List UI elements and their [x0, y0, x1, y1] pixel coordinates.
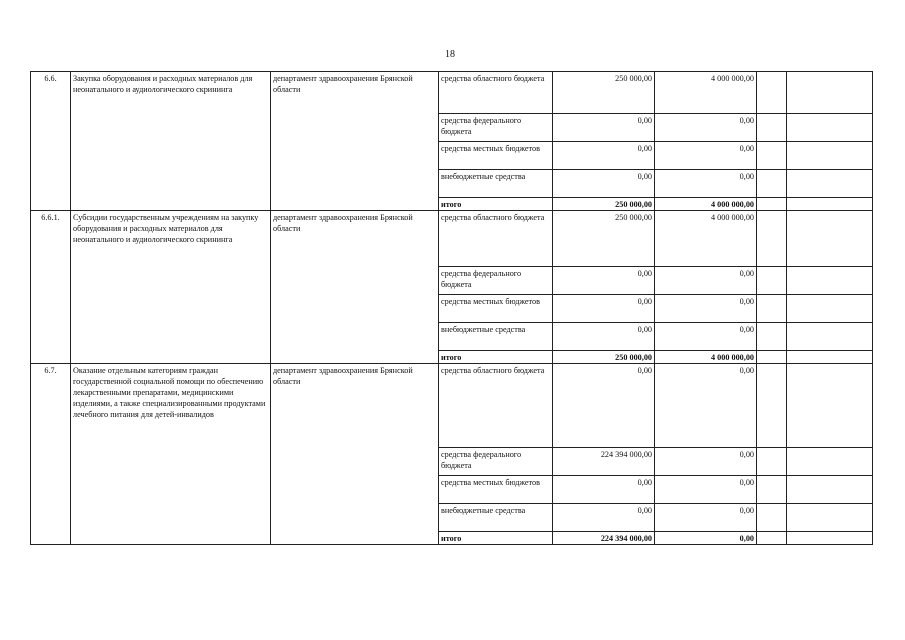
empty-cell	[757, 323, 787, 351]
amount-year-2: 0,00	[655, 364, 757, 448]
amount-year-2: 0,00	[655, 323, 757, 351]
funding-source: итого	[439, 198, 553, 211]
amount-year-2: 4 000 000,00	[655, 211, 757, 267]
measure-executor: департамент здравоохранения Брянской области	[271, 211, 439, 364]
amount-year-1: 0,00	[553, 295, 655, 323]
empty-cell	[757, 142, 787, 170]
amount-year-3	[787, 532, 873, 545]
measure-number: 6.7.	[31, 364, 71, 545]
amount-year-2: 0,00	[655, 295, 757, 323]
funding-row	[31, 72, 873, 114]
amount-year-1: 0,00	[553, 142, 655, 170]
amount-year-2: 4 000 000,00	[655, 351, 757, 364]
amount-year-2: 0,00	[655, 142, 757, 170]
funding-source: итого	[439, 532, 553, 545]
empty-cell	[757, 364, 787, 448]
amount-year-1: 250 000,00	[553, 351, 655, 364]
amount-year-2: 0,00	[655, 170, 757, 198]
amount-year-1: 250 000,00	[553, 198, 655, 211]
empty-cell	[757, 198, 787, 211]
empty-cell	[757, 295, 787, 323]
amount-year-2: 0,00	[655, 476, 757, 504]
amount-year-3	[787, 211, 873, 267]
amount-year-3	[787, 142, 873, 170]
amount-year-2: 0,00	[655, 267, 757, 295]
budget-table	[30, 71, 873, 545]
measure-executor: департамент здравоохранения Брянской области	[271, 364, 439, 545]
empty-cell	[757, 448, 787, 476]
amount-year-1: 0,00	[553, 170, 655, 198]
funding-source: средства областного бюджета	[439, 211, 553, 267]
funding-source: средства местных бюджетов	[439, 142, 553, 170]
amount-year-1: 0,00	[553, 476, 655, 504]
amount-year-3	[787, 295, 873, 323]
empty-cell	[757, 211, 787, 267]
measure-name: Субсидии государственным учреждениям на закупку оборудования и расходных материалов для неонатального и аудиологического скрининга	[71, 211, 271, 364]
amount-year-3	[787, 114, 873, 142]
empty-cell	[757, 114, 787, 142]
measure-name: Оказание отдельным категориям граждан государственной социальной помощи по обеспечению лекарственными препаратами, медицинскими изделиями, а также специализированными продуктами лечебного питания для детей-инвалидов	[71, 364, 271, 545]
empty-cell	[757, 351, 787, 364]
measure-name: Закупка оборудования и расходных материалов для неонатального и аудиологического скрининга	[71, 72, 271, 211]
amount-year-3	[787, 170, 873, 198]
funding-source: итого	[439, 351, 553, 364]
amount-year-1: 0,00	[553, 504, 655, 532]
amount-year-2: 0,00	[655, 504, 757, 532]
funding-source: средства федерального бюджета	[439, 267, 553, 295]
measure-number: 6.6.	[31, 72, 71, 211]
funding-source: средства местных бюджетов	[439, 295, 553, 323]
amount-year-1: 224 394 000,00	[553, 448, 655, 476]
amount-year-2: 0,00	[655, 114, 757, 142]
amount-year-1: 0,00	[553, 267, 655, 295]
measure-executor: департамент здравоохранения Брянской области	[271, 72, 439, 211]
amount-year-3	[787, 364, 873, 448]
amount-year-1: 224 394 000,00	[553, 532, 655, 545]
amount-year-3	[787, 448, 873, 476]
amount-year-3	[787, 504, 873, 532]
amount-year-1: 0,00	[553, 114, 655, 142]
funding-source: внебюджетные средства	[439, 170, 553, 198]
empty-cell	[757, 532, 787, 545]
amount-year-3	[787, 351, 873, 364]
amount-year-3	[787, 198, 873, 211]
amount-year-3	[787, 323, 873, 351]
funding-source: средства федерального бюджета	[439, 448, 553, 476]
funding-source: средства областного бюджета	[439, 72, 553, 114]
funding-row	[31, 364, 873, 448]
budget-table-body	[31, 72, 873, 545]
amount-year-1: 250 000,00	[553, 72, 655, 114]
funding-source: внебюджетные средства	[439, 323, 553, 351]
empty-cell	[757, 72, 787, 114]
empty-cell	[757, 267, 787, 295]
amount-year-2: 4 000 000,00	[655, 72, 757, 114]
amount-year-2: 4 000 000,00	[655, 198, 757, 211]
funding-source: внебюджетные средства	[439, 504, 553, 532]
amount-year-2: 0,00	[655, 448, 757, 476]
funding-source: средства местных бюджетов	[439, 476, 553, 504]
amount-year-1: 250 000,00	[553, 211, 655, 267]
amount-year-1: 0,00	[553, 323, 655, 351]
empty-cell	[757, 170, 787, 198]
empty-cell	[757, 504, 787, 532]
amount-year-3	[787, 476, 873, 504]
amount-year-3	[787, 72, 873, 114]
measure-number: 6.6.1.	[31, 211, 71, 364]
empty-cell	[757, 476, 787, 504]
page-number: 18	[445, 49, 455, 60]
amount-year-2: 0,00	[655, 532, 757, 545]
funding-source: средства федерального бюджета	[439, 114, 553, 142]
funding-row	[31, 211, 873, 267]
funding-source: средства областного бюджета	[439, 364, 553, 448]
amount-year-3	[787, 267, 873, 295]
amount-year-1: 0,00	[553, 364, 655, 448]
